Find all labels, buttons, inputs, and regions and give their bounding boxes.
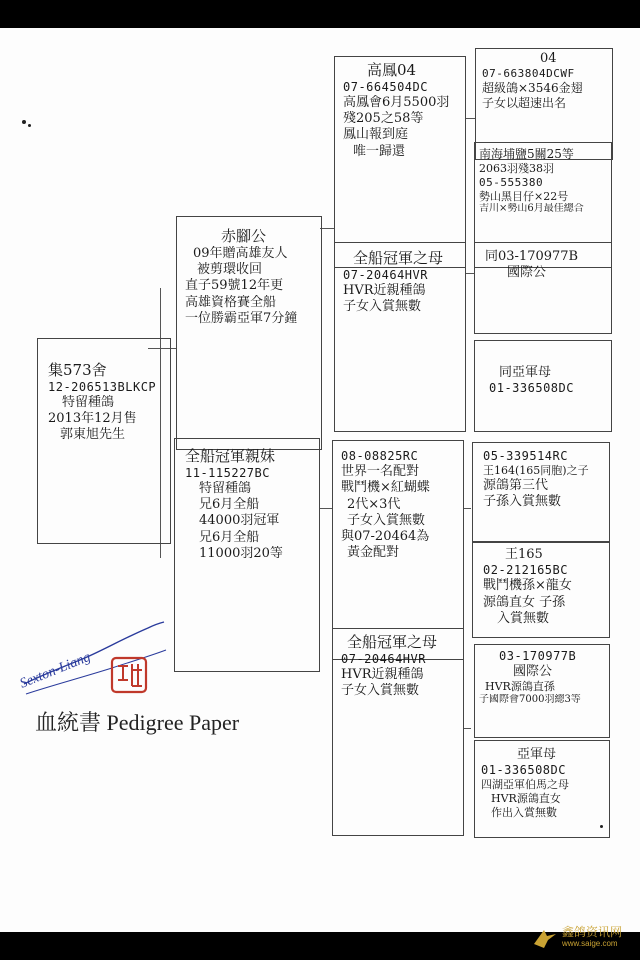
gg3-line-2: 國際公: [507, 265, 547, 281]
sire-line-5: 高雄資格賽全船: [185, 294, 277, 310]
great-grandparent-8-card: [474, 740, 610, 838]
red-seal-icon: [112, 658, 146, 692]
dam-sire-line-1: 08-08825RC: [341, 449, 419, 463]
sire-sire-line-1: 高鳳04: [367, 61, 417, 79]
gg7-line-4: 子國際會7000羽總3等: [479, 694, 581, 705]
dam-dam-line-2: 07-20464HVR: [341, 651, 426, 666]
gg8-line-5: 作出入賞無數: [491, 805, 557, 819]
dam-card: [174, 438, 320, 672]
signature-and-seal: [20, 606, 180, 716]
scan-speck: [22, 120, 26, 124]
scan-speck: [28, 124, 31, 127]
sire-line-4: 直子59號12年更: [185, 278, 284, 294]
dam-dam-card: [332, 628, 464, 836]
gg6-line-2: 02-212165BC: [483, 563, 568, 578]
subject-line-3: 特留種鴿: [62, 394, 115, 410]
subject-line-2: 12-206513BLKCP: [48, 379, 157, 394]
sire-dam-line-4: 子女入賞無數: [343, 299, 422, 314]
gg2-line-5: 吉川×勢山6月最佳總合: [479, 203, 584, 215]
document-heading: 血統書 Pedigree Paper: [35, 710, 240, 735]
gg6-line-5: 入賞無數: [497, 610, 550, 626]
gg6-line-3: 戰鬥機孫×龍女: [483, 578, 572, 594]
great-grandparent-7-card: [474, 644, 610, 738]
dam-sire-line-3: 戰鬥機×紅蝴蝶: [341, 480, 430, 496]
gg5-line-2: 王164(165同胞)之子: [483, 464, 589, 477]
sire-line-1: 赤腳公: [221, 227, 267, 245]
dam-sire-line-7: 黃金配對: [347, 545, 400, 561]
sire-dam-line-3: HVR近親種鴿: [343, 282, 426, 298]
connector-g3-5: [463, 508, 471, 509]
sire-sire-line-2: 07-664504DC: [343, 79, 428, 94]
gg8-line-3: 四湖亞軍伯馬之母: [481, 778, 569, 792]
gg8-line-4: HVR源鴿直女: [491, 792, 561, 805]
gg7-line-2: 國際公: [513, 664, 553, 679]
sire-line-3: 被剪環收回: [197, 262, 263, 277]
sire-dam-line-2: 07-20464HVR: [343, 267, 428, 282]
pedigree-page: [0, 28, 640, 932]
great-grandparent-4-card: [474, 340, 612, 432]
dam-sire-line-4: 2代×3代: [347, 496, 401, 512]
subject-card: [37, 338, 171, 544]
sire-sire-line-6: 唯一歸還: [353, 143, 406, 159]
sire-sire-line-4: 殘205之58等: [343, 111, 424, 126]
gg5-line-1: 05-339514RC: [483, 449, 568, 463]
sire-line-2: 09年贈高雄友人: [193, 245, 288, 261]
subject-line-4: 2013年12月售: [48, 411, 137, 426]
gg1-line-2: 07-663804DCWF: [482, 67, 575, 81]
dam-sire-card: [332, 440, 464, 660]
dam-line-5: 44000羽冠軍: [199, 513, 280, 529]
watermark-url: www.saige.com: [562, 939, 618, 949]
gg8-line-1: 亞軍母: [517, 747, 557, 762]
gg1-line-1: 04: [540, 51, 557, 66]
sire-dam-line-1: 全船冠軍之母: [353, 249, 444, 267]
signature-text: Sexton-Liang: [20, 649, 93, 692]
gg2-line-3: 05-555380: [479, 175, 544, 189]
signature-icon: [20, 606, 180, 716]
gg7-line-1: 03-170977B: [499, 649, 577, 663]
great-grandparent-5-card: [472, 442, 610, 542]
gg1-line-4: 子女以超速出名: [482, 96, 567, 110]
connector-g3-1: [465, 118, 475, 119]
great-grandparent-3-card: [474, 242, 612, 334]
gg4-line-1: 同亞軍母: [499, 365, 552, 380]
connector-sire: [320, 228, 334, 229]
gg2-line-4: 勢山黑目仔×22号: [479, 189, 569, 203]
watermark-text: 鑫鸽资讯网: [562, 924, 623, 939]
sire-card: [176, 216, 322, 450]
gg3-line-1: 同03-170977B: [485, 249, 579, 264]
dam-sire-line-2: 世界一名配對: [341, 464, 420, 479]
dam-dam-line-1: 全船冠軍之母: [347, 633, 438, 651]
gg6-line-4: 源鴿直女 子孫: [483, 594, 566, 610]
gg6-line-1: 王165: [505, 547, 543, 562]
gg2-line-2: 2063羽殘38羽: [479, 162, 554, 175]
dam-line-2: 11-115227BC: [185, 465, 270, 480]
dam-line-7: 11000羽20等: [199, 545, 283, 561]
great-grandparent-6-card: [472, 542, 610, 638]
gg5-line-4: 子孫入賞無數: [483, 494, 562, 509]
sire-line-6: 一位勝霸亞軍7分鐘: [185, 310, 298, 326]
pigeon-logo-icon: [532, 924, 558, 950]
dam-line-4: 兄6月全船: [199, 497, 260, 512]
dam-line-3: 特留種鴿: [199, 480, 252, 496]
gg7-line-3: HVR源鴿直孫: [485, 680, 555, 694]
dam-dam-line-4: 子女入賞無數: [341, 683, 420, 698]
sire-sire-line-3: 高鳳會6月5500羽: [343, 94, 450, 110]
sire-sire-line-5: 鳳山報到庭: [343, 127, 409, 143]
subject-line-5: 郭東旭先生: [60, 427, 126, 443]
sire-dam-card: [334, 242, 466, 432]
dam-line-6: 兄6月全船: [199, 529, 260, 545]
subject-line-1: 集573舍: [48, 361, 107, 379]
gg8-line-2: 01-336508DC: [481, 763, 566, 778]
connector-g3-7: [463, 728, 471, 729]
watermark: [532, 918, 632, 956]
dam-sire-line-5: 子女入賞無數: [347, 512, 426, 528]
gg4-line-2: 01-336508DC: [489, 381, 574, 396]
gg1-line-3: 超級鴿×3546金翅: [482, 81, 583, 95]
gg2-line-1: 南海埔鹽5關25等: [479, 147, 574, 161]
scan-speck: [600, 825, 603, 828]
dam-line-1: 全船冠軍親妹: [185, 447, 276, 465]
gg5-line-3: 源鴿第三代: [483, 477, 549, 493]
connector-dam: [320, 508, 332, 509]
dam-sire-line-6: 與07-20464為: [341, 529, 430, 544]
dam-dam-line-3: HVR近親種鴿: [341, 666, 424, 682]
sire-sire-card: [334, 56, 466, 268]
